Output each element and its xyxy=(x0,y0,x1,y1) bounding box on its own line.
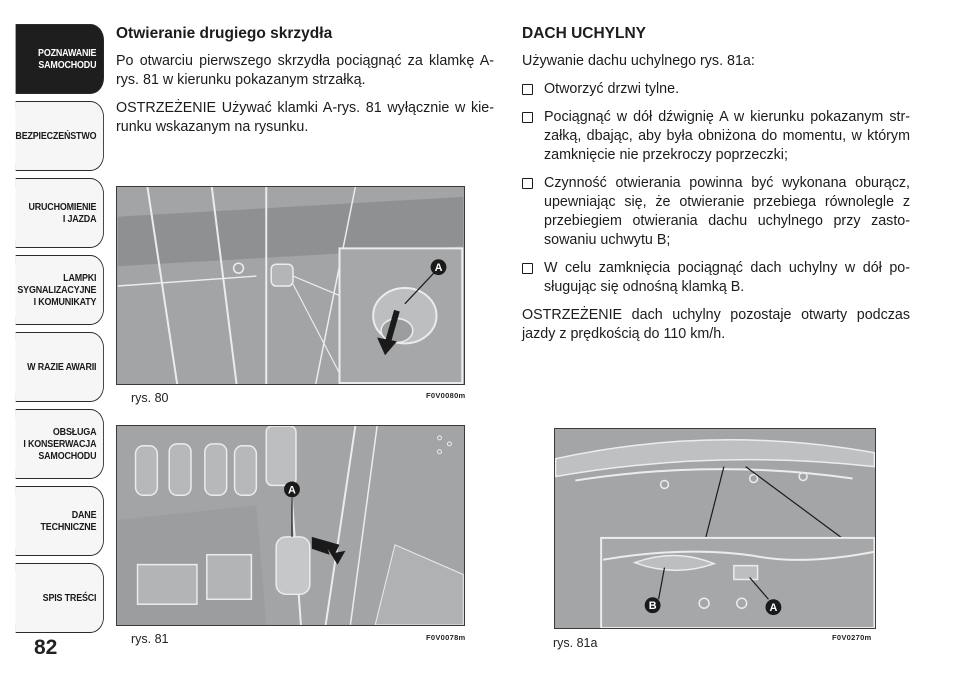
figure-code-rys-80: F0V0080m xyxy=(426,391,466,400)
page-number: 82 xyxy=(34,636,58,659)
svg-text:A: A xyxy=(288,484,296,497)
paragraph-warning-handle: OSTRZEŻENIE Używać klamki A-rys. 81 wyłącznie w kie-runku wskazanym na rysunku. xyxy=(116,100,494,135)
section-second-door xyxy=(116,24,494,146)
svg-text:A: A xyxy=(769,602,778,615)
figure-caption-rys-80: rys. 80 xyxy=(131,391,169,405)
paragraph-roof-intro: Używanie dachu uchylnego rys. 81a: xyxy=(522,53,755,69)
tab-poznawanie-samochodu[interactable]: POZNAWANIE SAMOCHODU xyxy=(16,24,104,94)
tab-spis-tresci[interactable]: SPIS TREŚCI xyxy=(16,563,104,633)
door-handle-illustration xyxy=(117,187,464,384)
tab-uruchomienie-i-jazda[interactable]: URUCHOMIENIE I JAZDA xyxy=(16,178,104,248)
tab-w-razie-awarii[interactable]: W RAZIE AWARII xyxy=(16,332,104,402)
list-item: W celu zamknięcia pociągnąć dach uchylny w dół po-sługując się odnośną klamką B. xyxy=(522,259,910,297)
tab-lampki-sygnalizacyjne[interactable]: LAMPKI SYGNALIZACYJNE I KOMUNIKATY xyxy=(16,255,104,325)
checkbox-bullet-icon xyxy=(522,263,533,274)
svg-text:B: B xyxy=(648,600,657,613)
checkbox-bullet-icon xyxy=(522,112,533,123)
tilting-roof-illustration xyxy=(555,429,875,628)
section-tilting-roof xyxy=(522,24,910,353)
figure-rys-80 xyxy=(116,186,465,385)
list-item: Czynność otwierania powinna być wykonana oburącz, upewniając się, że otwieranie przebiega równolegle z przebiegiem otwierania dachu uchylnego przy zasto-sowaniu uchwytu B; xyxy=(522,174,910,250)
section-heading-second-door: Otwieranie drugiego skrzydła xyxy=(116,25,333,42)
figure-rys-81 xyxy=(116,425,465,626)
tab-dane-techniczne[interactable]: DANE TECHNICZNE xyxy=(16,486,104,556)
second-door-handle-illustration xyxy=(117,426,464,625)
figure-code-rys-81a: F0V0270m xyxy=(832,633,872,642)
paragraph-opening-instructions: Po otwarciu pierwszego skrzydła pociągnąć za klamkę A-rys. 81 w kierunku pokazanym strzałką. xyxy=(116,53,494,88)
figure-rys-81a xyxy=(554,428,876,629)
figure-code-rys-81: F0V0078m xyxy=(426,633,466,642)
checkbox-bullet-icon xyxy=(522,84,533,95)
list-item: Pociągnąć w dół dźwignię A w kierunku pokazanym str-załką, dbając, aby była obniżona do momentu, w którym zamknięcie nie przekroczy poprzeczki; xyxy=(522,108,910,165)
section-heading-tilting-roof: DACH UCHYLNY xyxy=(522,25,646,42)
figure-caption-rys-81a: rys. 81a xyxy=(553,636,598,650)
figure-caption-rys-81: rys. 81 xyxy=(131,632,169,646)
svg-text:A: A xyxy=(434,262,443,275)
tab-bezpieczenstwo[interactable]: BEZPIECZEŃSTWO xyxy=(16,101,104,171)
list-item: Otworzyć drzwi tylne. xyxy=(522,80,910,99)
paragraph-roof-warning: OSTRZEŻENIE dach uchylny pozostaje otwarty podczas jazdy z prędkością do 110 km/h. xyxy=(522,307,910,342)
tab-obsluga-i-konserwacja[interactable]: OBSŁUGA I KONSERWACJA SAMOCHODU xyxy=(16,409,104,479)
checkbox-bullet-icon xyxy=(522,178,533,189)
